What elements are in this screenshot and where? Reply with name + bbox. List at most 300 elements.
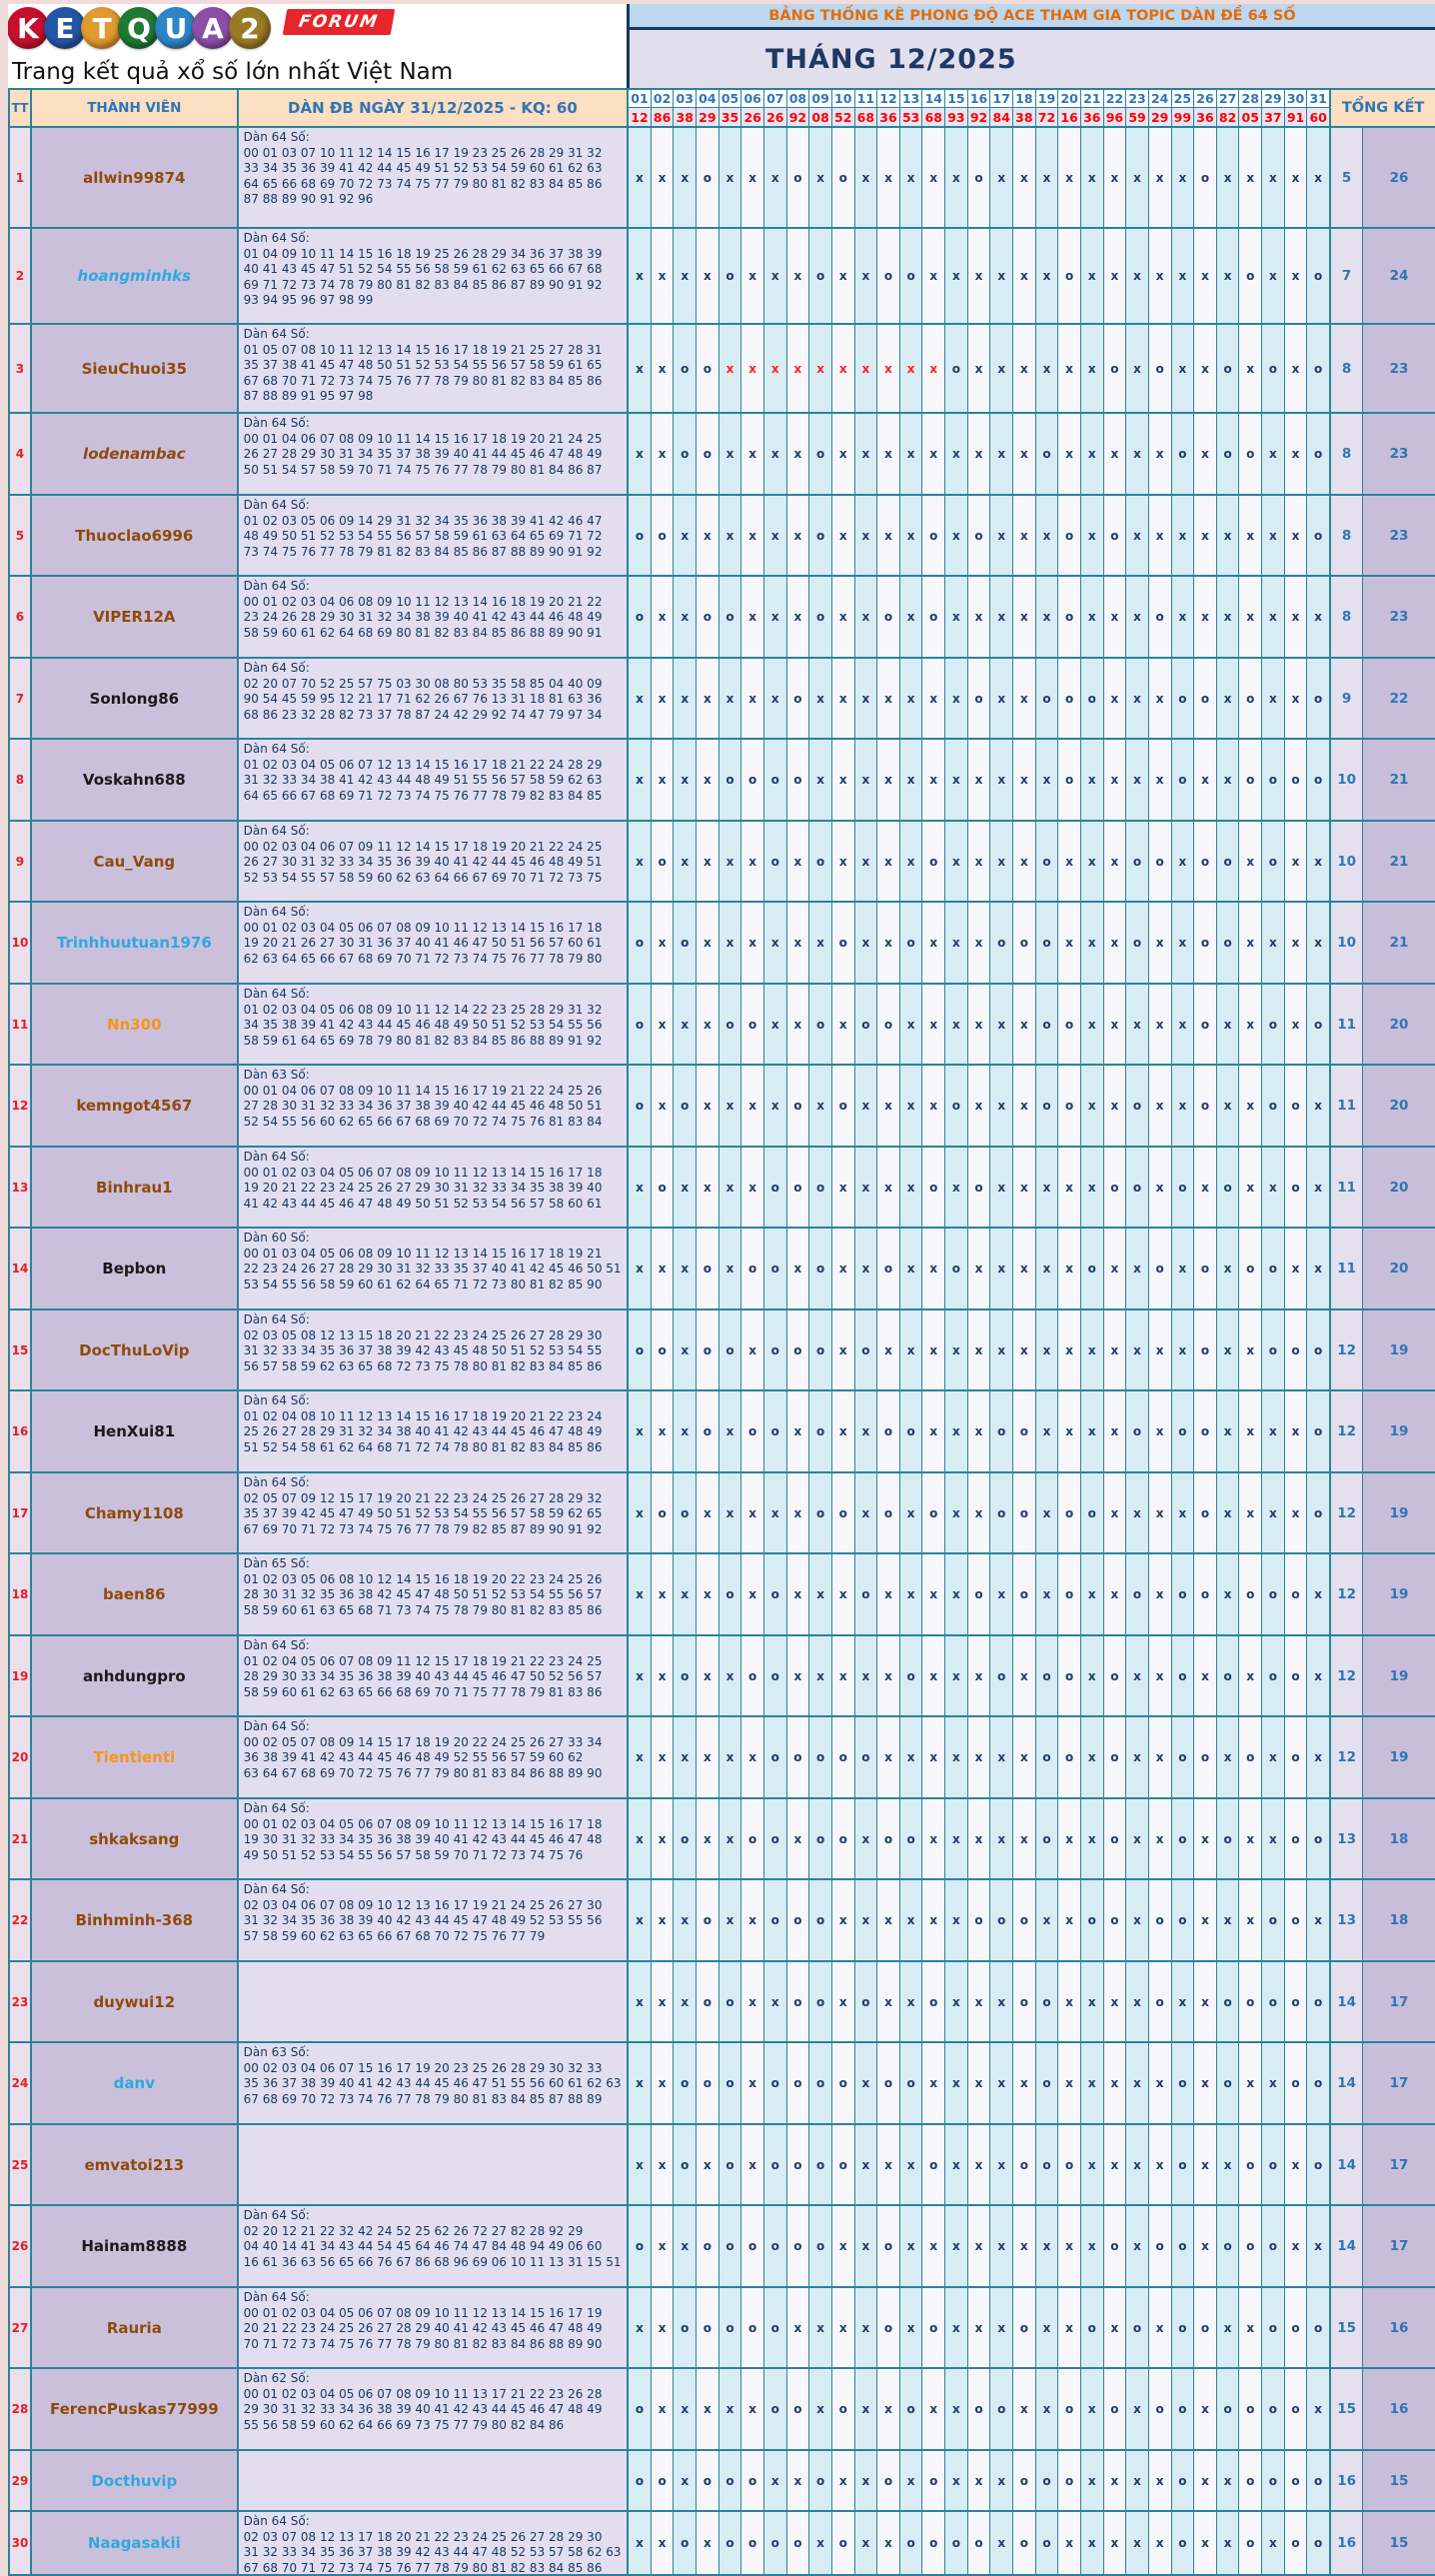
- mark-cell-day03: x: [674, 740, 697, 820]
- mark-cell-day19: x: [1036, 2288, 1059, 2367]
- mark-cell-day09: o: [809, 1473, 832, 1552]
- mark-cell-day19: o: [1036, 822, 1059, 901]
- mark-cell-day04: o: [697, 2451, 719, 2510]
- mark-cell-day19: o: [1036, 1799, 1059, 1878]
- mark-cell-day25: o: [1172, 659, 1195, 738]
- member-name[interactable]: Chamy1108: [32, 1473, 239, 1552]
- mark-cell-day01: o: [629, 2206, 652, 2286]
- mark-cell-day31: x: [1307, 2369, 1329, 2449]
- mark-cell-day10: x: [832, 325, 855, 412]
- member-row: [10, 128, 1435, 229]
- mark-cell-day26: o: [1194, 1391, 1217, 1471]
- mark-cell-day19: o: [1036, 2451, 1059, 2510]
- mark-cell-day05: x: [719, 1636, 742, 1715]
- mark-cell-day17: x: [990, 1962, 1013, 2041]
- mark-cell-day07: x: [764, 1473, 787, 1552]
- mark-cell-day03: x: [674, 1310, 697, 1389]
- mark-cell-day09: o: [809, 1148, 832, 1227]
- marks-strip: [629, 1880, 1331, 1960]
- mark-cell-day15: o: [945, 1229, 968, 1308]
- mark-cell-day28: o: [1239, 2451, 1262, 2510]
- mark-cell-day24: x: [1149, 659, 1172, 738]
- member-name[interactable]: shkaksang: [32, 1799, 239, 1878]
- mark-cell-day04: x: [697, 1066, 719, 1146]
- mark-cell-day13: x: [900, 985, 923, 1064]
- mark-cell-day22: x: [1104, 128, 1127, 227]
- member-name[interactable]: Naagasakii: [32, 2512, 239, 2574]
- mark-cell-day15: x: [945, 985, 968, 1064]
- mark-cell-day31: x: [1307, 1554, 1329, 1634]
- marks-strip: [629, 1799, 1331, 1878]
- mark-cell-day25: o: [1172, 2206, 1195, 2286]
- mark-cell-day11: x: [855, 1799, 878, 1878]
- mark-cell-day13: x: [900, 496, 923, 575]
- mark-cell-day28: x: [1239, 1636, 1262, 1715]
- mark-cell-day04: x: [697, 659, 719, 738]
- mark-cell-day16: x: [968, 985, 991, 1064]
- member-name[interactable]: VIPER12A: [32, 577, 239, 657]
- mark-cell-day27: x: [1217, 1554, 1240, 1634]
- mark-cell-day22: x: [1104, 1310, 1127, 1389]
- mark-cell-day02: o: [652, 1473, 675, 1552]
- mark-cell-day11: x: [855, 1473, 878, 1552]
- mark-cell-day04: x: [697, 2125, 719, 2204]
- mark-cell-day27: x: [1217, 2288, 1240, 2367]
- mark-cell-day09: o: [809, 496, 832, 575]
- member-name[interactable]: hoangminhks: [32, 229, 239, 323]
- mark-cell-day08: o: [787, 2206, 810, 2286]
- mark-cell-day31: o: [1307, 1962, 1329, 2041]
- mark-cell-day10: x: [832, 1148, 855, 1227]
- mark-cell-day11: x: [855, 128, 878, 227]
- mark-cell-day05: x: [719, 822, 742, 901]
- mark-cell-day01: o: [629, 2451, 652, 2510]
- dan-line: 00 02 03 04 06 07 15 16 17 19 20 23 25 26 28 29 30 32 33: [243, 2060, 603, 2075]
- mark-cell-day09: o: [809, 2125, 832, 2204]
- mark-cell-day05: o: [719, 2043, 742, 2123]
- member-name[interactable]: emvatoi213: [32, 2125, 239, 2204]
- mark-cell-day08: x: [787, 1554, 810, 1634]
- member-row: [10, 2451, 1435, 2512]
- mark-cell-day17: o: [990, 1636, 1013, 1715]
- total-x-cell: 23: [1363, 325, 1435, 412]
- mark-cell-day10: o: [832, 2512, 855, 2574]
- mark-cell-day13: x: [900, 1554, 923, 1634]
- mark-cell-day03: o: [674, 903, 697, 983]
- day-result-12: 36: [877, 108, 900, 126]
- member-name[interactable]: Nn300: [32, 985, 239, 1064]
- mark-cell-day26: x: [1194, 229, 1217, 323]
- logo-letter-icon: 2: [229, 7, 271, 49]
- member-row: [10, 2512, 1435, 2576]
- mark-cell-day06: x: [741, 822, 764, 901]
- mark-cell-day23: x: [1126, 1229, 1149, 1308]
- member-name[interactable]: HenXui81: [32, 1391, 239, 1471]
- table-header-row: [8, 88, 1435, 128]
- day-header-28: 28: [1239, 90, 1262, 108]
- mark-cell-day13: x: [900, 414, 923, 494]
- mark-cell-day07: x: [764, 325, 787, 412]
- dan-line: 64 65 66 68 69 70 72 73 74 75 77 79 80 81 82 83 84 85 86: [243, 176, 603, 191]
- total-x-cell: 15: [1363, 2512, 1435, 2574]
- member-row: [10, 2369, 1435, 2451]
- member-name[interactable]: allwin99874: [32, 128, 239, 227]
- dan-line: 00 01 03 07 10 11 12 14 15 16 17 19 23 25 26 28 29 31 32: [243, 145, 603, 160]
- mark-cell-day11: o: [855, 1717, 878, 1797]
- logo-letter-icon: A: [192, 7, 234, 49]
- mark-cell-day13: o: [900, 2512, 923, 2574]
- dan-line: 02 05 07 09 12 15 17 19 20 21 22 23 24 25 26 27 28 29 32: [243, 1490, 603, 1505]
- mark-cell-day24: x: [1149, 128, 1172, 227]
- marks-strip: [629, 414, 1331, 494]
- mark-cell-day03: o: [674, 1799, 697, 1878]
- member-row: [10, 1229, 1435, 1310]
- mark-cell-day10: x: [832, 2288, 855, 2367]
- mark-cell-day13: x: [900, 1148, 923, 1227]
- dan-line: Dàn 64 Số:: [243, 327, 310, 341]
- dan-line: Dàn 64 Số:: [243, 824, 310, 838]
- mark-cell-day28: o: [1239, 2206, 1262, 2286]
- member-name[interactable]: Cau_Vang: [32, 822, 239, 901]
- day-result-28: 05: [1239, 108, 1262, 126]
- mark-cell-day12: x: [877, 1636, 900, 1715]
- mark-cell-day21: x: [1081, 985, 1104, 1064]
- dan-numbers: [239, 1717, 629, 1797]
- mark-cell-day10: x: [832, 577, 855, 657]
- mark-cell-day22: x: [1104, 577, 1127, 657]
- mark-cell-day27: o: [1217, 822, 1240, 901]
- mark-cell-day17: x: [990, 2288, 1013, 2367]
- mark-cell-day20: x: [1058, 2288, 1081, 2367]
- tt-cell: 4: [10, 414, 32, 494]
- day-header-20: 20: [1058, 90, 1081, 108]
- mark-cell-day18: x: [1013, 325, 1036, 412]
- mark-cell-day26: x: [1194, 1636, 1217, 1715]
- mark-cell-day30: o: [1285, 1717, 1308, 1797]
- mark-cell-day24: x: [1149, 1799, 1172, 1878]
- mark-cell-day27: x: [1217, 1066, 1240, 1146]
- member-name[interactable]: duywui12: [32, 1962, 239, 2041]
- dan-numbers: [239, 496, 629, 575]
- mark-cell-day15: x: [945, 1148, 968, 1227]
- mark-cell-day06: x: [741, 1473, 764, 1552]
- mark-cell-day16: x: [968, 1799, 991, 1878]
- total-o-cell: 10: [1331, 822, 1363, 901]
- member-name[interactable]: SieuChuoi35: [32, 325, 239, 412]
- mark-cell-day22: x: [1104, 2288, 1127, 2367]
- dan-line: 50 51 54 57 58 59 70 71 74 75 76 77 78 79 80 81 84 86 87: [243, 462, 603, 477]
- mark-cell-day22: o: [1104, 1880, 1127, 1960]
- dan-numbers: [239, 1229, 629, 1308]
- mark-cell-day13: x: [900, 1880, 923, 1960]
- mark-cell-day18: x: [1013, 2369, 1036, 2449]
- mark-cell-day27: o: [1217, 1799, 1240, 1878]
- site-logo[interactable]: [8, 4, 627, 59]
- mark-cell-day02: x: [652, 740, 675, 820]
- mark-cell-day30: o: [1285, 1962, 1308, 2041]
- mark-cell-day02: x: [652, 128, 675, 227]
- mark-cell-day13: x: [900, 1717, 923, 1797]
- mark-cell-day08: x: [787, 577, 810, 657]
- member-name[interactable]: Voskahn688: [32, 740, 239, 820]
- dan-line: Dàn 64 Số:: [243, 661, 310, 675]
- member-name[interactable]: Binhminh-368: [32, 1880, 239, 1960]
- mark-cell-day18: x: [1013, 822, 1036, 901]
- member-name[interactable]: lodenambac: [32, 414, 239, 494]
- mark-cell-day09: o: [809, 1962, 832, 2041]
- member-name[interactable]: kemngot4567: [32, 1066, 239, 1146]
- mark-cell-day27: x: [1217, 1229, 1240, 1308]
- mark-cell-day19: x: [1036, 1229, 1059, 1308]
- marks-strip: [629, 2288, 1331, 2367]
- mark-cell-day06: x: [741, 1554, 764, 1634]
- mark-cell-day02: x: [652, 2512, 675, 2574]
- member-name[interactable]: Rauria: [32, 2288, 239, 2367]
- mark-cell-day01: x: [629, 2043, 652, 2123]
- mark-cell-day09: x: [809, 2288, 832, 2367]
- mark-cell-day12: x: [877, 1554, 900, 1634]
- dan-numbers: [239, 1148, 629, 1227]
- mark-cell-day20: x: [1058, 2512, 1081, 2574]
- mark-cell-day11: x: [855, 740, 878, 820]
- mark-cell-day05: x: [719, 128, 742, 227]
- mark-cell-day26: o: [1194, 822, 1217, 901]
- mark-cell-day23: x: [1126, 2512, 1149, 2574]
- mark-cell-day08: x: [787, 985, 810, 1064]
- mark-cell-day06: x: [741, 229, 764, 323]
- mark-cell-day24: x: [1149, 496, 1172, 575]
- mark-cell-day19: o: [1036, 1717, 1059, 1797]
- mark-cell-day29: x: [1262, 229, 1285, 323]
- mark-cell-day06: o: [741, 1229, 764, 1308]
- mark-cell-day12: x: [877, 1880, 900, 1960]
- day-result-25: 99: [1172, 108, 1195, 126]
- mark-cell-day31: o: [1307, 1799, 1329, 1878]
- mark-cell-day18: x: [1013, 1717, 1036, 1797]
- mark-cell-day25: o: [1172, 1880, 1195, 1960]
- mark-cell-day08: o: [787, 1148, 810, 1227]
- mark-cell-day08: o: [787, 2369, 810, 2449]
- mark-cell-day30: o: [1285, 1554, 1308, 1634]
- mark-cell-day31: x: [1307, 1066, 1329, 1146]
- mark-cell-day20: x: [1058, 2206, 1081, 2286]
- member-name[interactable]: Binhrau1: [32, 1148, 239, 1227]
- member-name[interactable]: Docthuvip: [32, 2451, 239, 2510]
- day-result-01: 12: [629, 108, 652, 126]
- mark-cell-day31: o: [1307, 1473, 1329, 1552]
- dan-line: 20 21 22 23 24 25 26 27 28 29 40 41 42 43 45 46 47 48 49: [243, 2321, 603, 2335]
- mark-cell-day16: o: [968, 659, 991, 738]
- mark-cell-day08: x: [787, 1229, 810, 1308]
- mark-cell-day17: x: [990, 2043, 1013, 2123]
- member-name[interactable]: Bepbon: [32, 1229, 239, 1308]
- mark-cell-day13: x: [900, 1473, 923, 1552]
- mark-cell-day06: x: [741, 1148, 764, 1227]
- marks-strip: [629, 1148, 1331, 1227]
- mark-cell-day14: x: [922, 1554, 945, 1634]
- mark-cell-day29: o: [1262, 1636, 1285, 1715]
- day-header-31: 31: [1307, 90, 1329, 108]
- mark-cell-day03: x: [674, 1962, 697, 2041]
- mark-cell-day09: o: [809, 1391, 832, 1471]
- mark-cell-day11: x: [855, 1066, 878, 1146]
- dan-line: 00 01 04 06 07 08 09 10 11 14 15 16 17 18 19 20 21 24 25: [243, 431, 603, 446]
- logo-letter-icon: Q: [118, 7, 160, 49]
- mark-cell-day23: x: [1126, 2369, 1149, 2449]
- dan-numbers: [239, 325, 629, 412]
- mark-cell-day20: o: [1058, 659, 1081, 738]
- tt-cell: 18: [10, 1554, 32, 1634]
- mark-cell-day29: x: [1262, 1473, 1285, 1552]
- mark-cell-day23: x: [1126, 128, 1149, 227]
- member-name[interactable]: Sonlong86: [32, 659, 239, 738]
- dan-line: 70 71 72 73 74 75 76 77 78 79 80 81 82 83 84 86 88 89 90: [243, 2336, 603, 2351]
- mark-cell-day01: x: [629, 1148, 652, 1227]
- mark-cell-day09: x: [809, 2512, 832, 2574]
- mark-cell-day24: x: [1149, 2288, 1172, 2367]
- mark-cell-day30: o: [1285, 2512, 1308, 2574]
- mark-cell-day24: x: [1149, 1473, 1172, 1552]
- member-name[interactable]: Trinhhuutuan1976: [32, 903, 239, 983]
- mark-cell-day23: o: [1126, 1066, 1149, 1146]
- mark-cell-day14: x: [922, 2043, 945, 2123]
- member-name[interactable]: Thuoclao6996: [32, 496, 239, 575]
- total-x-cell: 19: [1363, 1636, 1435, 1715]
- mark-cell-day10: o: [832, 1473, 855, 1552]
- mark-cell-day05: x: [719, 659, 742, 738]
- mark-cell-day26: x: [1194, 577, 1217, 657]
- marks-strip: [629, 577, 1331, 657]
- mark-cell-day29: o: [1262, 822, 1285, 901]
- mark-cell-day15: x: [945, 1880, 968, 1960]
- mark-cell-day31: x: [1307, 577, 1329, 657]
- mark-cell-day09: x: [809, 740, 832, 820]
- mark-cell-day03: o: [674, 2288, 697, 2367]
- mark-cell-day08: o: [787, 740, 810, 820]
- mark-cell-day30: o: [1285, 1148, 1308, 1227]
- member-name[interactable]: Tientienti: [32, 1717, 239, 1797]
- mark-cell-day29: o: [1262, 740, 1285, 820]
- mark-cell-day14: o: [922, 2288, 945, 2367]
- day-header-13: 13: [900, 90, 923, 108]
- total-o-cell: 12: [1331, 1554, 1363, 1634]
- mark-cell-day15: x: [945, 659, 968, 738]
- member-name[interactable]: anhdungpro: [32, 1636, 239, 1715]
- member-row: [10, 985, 1435, 1066]
- mark-cell-day06: o: [741, 2512, 764, 2574]
- mark-cell-day09: x: [809, 325, 832, 412]
- dan-numbers: [239, 577, 629, 657]
- mark-cell-day05: o: [719, 2451, 742, 2510]
- month-title: THÁNG 12/2025: [630, 30, 1435, 88]
- total-o-cell: 12: [1331, 1636, 1363, 1715]
- dan-line: Dàn 64 Số:: [243, 1638, 310, 1652]
- member-row: [10, 2125, 1435, 2206]
- mark-cell-day18: o: [1013, 1554, 1036, 1634]
- member-name[interactable]: FerencPuskas77999: [32, 2369, 239, 2449]
- mark-cell-day27: x: [1217, 2512, 1240, 2574]
- mark-cell-day20: o: [1058, 985, 1081, 1064]
- mark-cell-day17: x: [990, 128, 1013, 227]
- total-o-cell: 12: [1331, 1473, 1363, 1552]
- member-name[interactable]: Hainam8888: [32, 2206, 239, 2286]
- member-row: [10, 325, 1435, 414]
- header-dan: DÀN ĐB NGÀY 31/12/2025 - KQ: 60: [239, 90, 629, 128]
- member-name[interactable]: baen86: [32, 1554, 239, 1634]
- dan-numbers: [239, 1554, 629, 1634]
- mark-cell-day01: o: [629, 1310, 652, 1389]
- mark-cell-day06: x: [741, 1880, 764, 1960]
- day-header-14: 14: [922, 90, 945, 108]
- mark-cell-day27: o: [1217, 2043, 1240, 2123]
- mark-cell-day18: x: [1013, 414, 1036, 494]
- mark-cell-day28: x: [1239, 2043, 1262, 2123]
- mark-cell-day17: x: [990, 325, 1013, 412]
- day-result-20: 16: [1058, 108, 1081, 126]
- tt-cell: 6: [10, 577, 32, 657]
- mark-cell-day08: x: [787, 1391, 810, 1471]
- mark-cell-day06: o: [741, 2288, 764, 2367]
- mark-cell-day07: o: [764, 2512, 787, 2574]
- mark-cell-day18: o: [1013, 1880, 1036, 1960]
- day-header-19: 19: [1036, 90, 1059, 108]
- mark-cell-day21: x: [1081, 2369, 1104, 2449]
- mark-cell-day29: x: [1262, 1148, 1285, 1227]
- header-total: TỔNG KẾT: [1331, 90, 1435, 128]
- mark-cell-day14: o: [922, 1962, 945, 2041]
- mark-cell-day16: x: [968, 414, 991, 494]
- mark-cell-day16: x: [968, 1962, 991, 2041]
- mark-cell-day05: x: [719, 1473, 742, 1552]
- member-row: [10, 1391, 1435, 1473]
- mark-cell-day28: o: [1239, 740, 1262, 820]
- mark-cell-day02: x: [652, 2288, 675, 2367]
- total-x-cell: 23: [1363, 577, 1435, 657]
- mark-cell-day01: o: [629, 496, 652, 575]
- day-header-07: 07: [764, 90, 787, 108]
- mark-cell-day30: o: [1285, 740, 1308, 820]
- dan-line: 55 56 58 59 60 62 64 66 69 73 75 77 79 80 82 84 86: [243, 2417, 565, 2432]
- mark-cell-day20: o: [1058, 1636, 1081, 1715]
- day-header-10: 10: [832, 90, 855, 108]
- member-name[interactable]: danv: [32, 2043, 239, 2123]
- mark-cell-day01: x: [629, 128, 652, 227]
- dan-line: 00 01 02 03 04 05 06 07 08 09 10 11 13 17 21 22 23 26 28: [243, 2386, 603, 2401]
- mark-cell-day26: o: [1194, 985, 1217, 1064]
- mark-cell-day07: o: [764, 822, 787, 901]
- mark-cell-day07: x: [764, 659, 787, 738]
- mark-cell-day08: o: [787, 1962, 810, 2041]
- mark-cell-day15: x: [945, 414, 968, 494]
- mark-cell-day14: x: [922, 1066, 945, 1146]
- mark-cell-day06: x: [741, 325, 764, 412]
- mark-cell-day15: x: [945, 2288, 968, 2367]
- mark-cell-day12: o: [877, 2043, 900, 2123]
- mark-cell-day21: x: [1081, 822, 1104, 901]
- mark-cell-day25: o: [1172, 2512, 1195, 2574]
- member-name[interactable]: DocThuLoVip: [32, 1310, 239, 1389]
- mark-cell-day12: x: [877, 1148, 900, 1227]
- mark-cell-day16: x: [968, 822, 991, 901]
- mark-cell-day21: o: [1081, 1880, 1104, 1960]
- dan-line: 26 27 28 29 30 31 34 35 37 38 39 40 41 44 45 46 47 48 49: [243, 447, 603, 461]
- mark-cell-day20: o: [1058, 2125, 1081, 2204]
- mark-cell-day03: x: [674, 1229, 697, 1308]
- mark-cell-day15: x: [945, 1962, 968, 2041]
- mark-cell-day15: x: [945, 1554, 968, 1634]
- mark-cell-day22: o: [1104, 1148, 1127, 1227]
- mark-cell-day04: o: [697, 1391, 719, 1471]
